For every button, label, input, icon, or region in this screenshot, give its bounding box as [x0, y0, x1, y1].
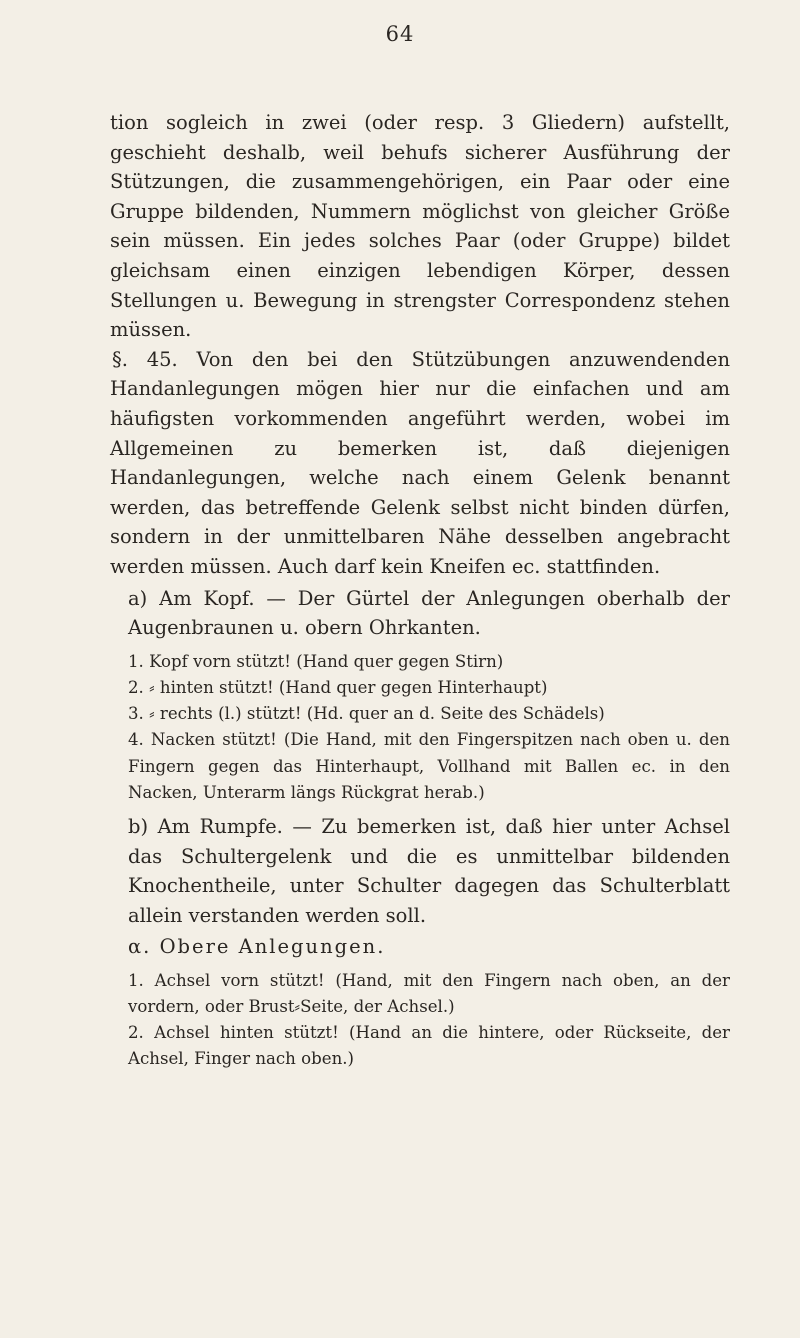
list-item: 1. Kopf vorn stützt! (Hand quer gegen Stirn)	[128, 651, 504, 671]
list-item: 4. Nacken stützt! (Die Hand, mit den Fingerspitzen nach oben u. den Fingern gegen das Hinterhaupt, Vollhand mit Ballen ec. in den Nacken, Unterarm längs Rückgrat herab.)	[128, 730, 730, 802]
list-item: 2. Achsel hinten stützt! (Hand an die hintere, oder Rückseite, der Achsel, Finger nach oben.)	[128, 1023, 730, 1069]
heading-am-kopf: a) Am Kopf. — Der Gürtel der Anlegungen oberhalb der Augenbraunen u. obern Ohrkanten.	[128, 586, 730, 640]
body-text	[110, 108, 730, 1073]
kopf-list	[110, 649, 730, 806]
page-number: 64	[385, 22, 415, 46]
list-item: 1. Achsel vorn stützt! (Hand, mit den Fingern nach oben, an der vordern, oder Brust⸗Seite, der Achsel.)	[128, 970, 730, 1017]
paragraph-continuation: tion sogleich in zwei (oder resp. 3 Gliedern) aufstellt, geschieht deshalb, weil behufs sicherer Ausführung der Stützungen, die zusammengehörigen, ein Paar oder eine Gruppe bildenden, Nummern möglichst von gleicher Größe sein müssen. Ein jedes solches Paar (oder Gruppe) bildet gleichsam einen einzigen lebendigen Körper, dessen Stellungen u. Bewegung in strengster Correspondenz stehen müssen.	[110, 111, 730, 342]
heading-obere-anlegungen: α. Obere Anlegungen.	[128, 935, 386, 959]
list-item: 3. ⸗ rechts (l.) stützt! (Hd. quer an d. Seite des Schädels)	[128, 704, 605, 724]
list-item: 2. ⸗ hinten stützt! (Hand quer gegen Hinterhaupt)	[128, 677, 548, 697]
heading-am-rumpfe: b) Am Rumpfe. — Zu bemerken ist, daß hier unter Achsel das Schultergelenk und die es unmittelbar bildenden Knochentheile, unter Schulter dagegen das Schulterblatt allein verstanden werden soll.	[128, 814, 730, 927]
obere-list	[110, 968, 730, 1073]
paragraph-section-45: §. 45. Von den bei den Stützübungen anzuwendenden Handanlegungen mögen hier nur die einfachen und am häufigsten vorkommenden angeführt werden, wobei im Allgemeinen zu bemerken ist, daß diejenigen Handanlegungen, welche nach einem Gelenk benannt werden, das betreffende Gelenk selbst nicht binden dürfen, sondern in der unmittelbaren Nähe desselben angebracht werden müssen. Auch darf kein Kneifen ec. stattfinden.	[110, 347, 730, 578]
